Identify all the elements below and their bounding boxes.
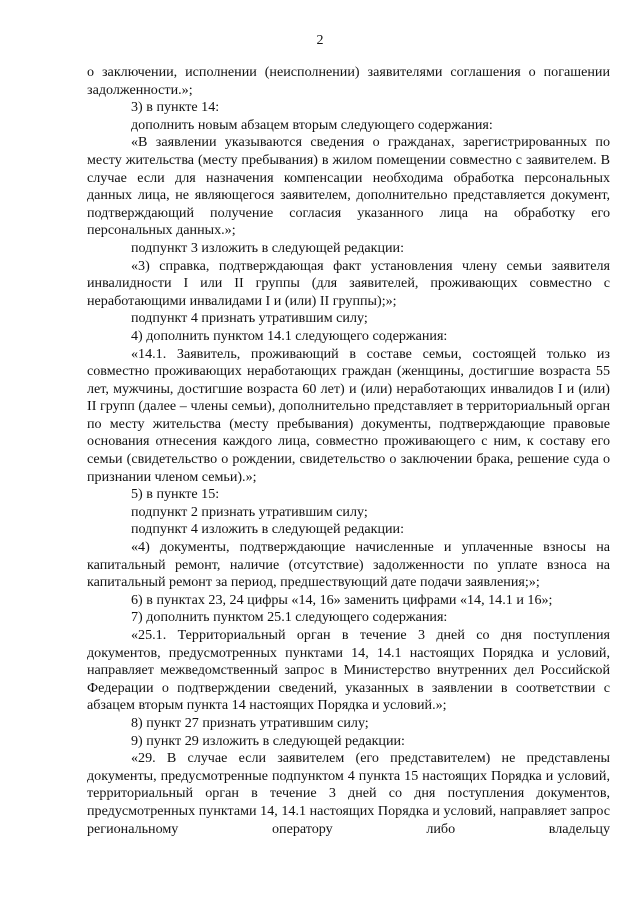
paragraph: 9) пункт 29 изложить в следующей редакции: (131, 732, 405, 749)
paragraph: «14.1. Заявитель, проживающий в составе семьи, состоящей только из совместно проживающих неработающих граждан (женщины, достигшие возраста 55 лет, мужчины, достигшие возраста 60 лет) и (или) неработающих инвалидов I и (или) II групп (далее – члены семьи), дополнительно представляет в территориальный орган по месту жительства (месту пребывания) документы, подтверждающие правовые основания отнесения каждого лица, совместно проживающего с ним, к составу его семьи (свидетельство о рождении, свидетельство о заключении брака, решение суда о признании членом семьи).»; (87, 345, 610, 485)
paragraph: подпункт 3 изложить в следующей редакции: (131, 239, 405, 256)
paragraph: 8) пункт 27 признать утратившим силу; (131, 714, 369, 731)
paragraph: «4) документы, подтверждающие начисленные и уплаченные взносы на капитальный ремонт, наличие (отсутствие) задолженности по уплате взноса на капитальный ремонт за период, предшествующий дате подачи заявления;»; (87, 539, 610, 591)
paragraph: 5) в пункте 15: (131, 486, 220, 503)
paragraph: подпункт 4 изложить в следующей редакции: (131, 521, 405, 538)
paragraph: «29. В случае если заявителем (его представителем) не представлены документы, предусмотренные подпунктом 4 пункта 15 настоящих Порядка и условий, территориальный орган в течение 3 дней со дня поступления документов, предусмотренных пунктами 14, 14.1 настоящих Порядка и условий, направляет запрос региональному оператору либо владельцу (87, 750, 610, 837)
paragraph: подпункт 4 признать утратившим силу; (131, 310, 368, 327)
paragraph: «3) справка, подтверждающая факт установления члену семьи заявителя инвалидности I или II группы (для заявителей, проживающих совместно с неработающими инвалидами I и (или) II группы);»; (87, 257, 610, 309)
paragraph: о заключении, исполнении (неисполнении) заявителями соглашения о погашении задолженности.»; (87, 64, 610, 98)
paragraph: 6) в пунктах 23, 24 цифры «14, 16» заменить цифрами «14, 14.1 и 16»; (131, 591, 553, 608)
paragraph: 4) дополнить пунктом 14.1 следующего содержания: (131, 327, 448, 344)
paragraph: «25.1. Территориальный орган в течение 3 дней со дня поступления документов, предусмотренных пунктами 14, 14.1 настоящих Порядка и условий, направляет межведомственный запрос в Министерство внутренних дел Российской Федерации о подтверждении сведений, указанных в заявлении в соответствии с абзацем вторым пункта 14 настоящих Порядка и условий.»; (87, 627, 610, 714)
paragraph: 3) в пункте 14: (131, 99, 220, 116)
paragraph: подпункт 2 признать утратившим силу; (131, 503, 368, 520)
paragraph: «В заявлении указываются сведения о гражданах, зарегистрированных по месту жительства (месту пребывания) в жилом помещении совместно с заявителем. В случае если для назначения компенсации необходима обработка персональных данных лица, не являющегося заявителем, дополнительно представляется документ, подтверждающий получение согласия указанного лица на обработку его персональных данных.»; (87, 134, 610, 239)
paragraph: дополнить новым абзацем вторым следующего содержания: (131, 116, 493, 133)
paragraph: 7) дополнить пунктом 25.1 следующего содержания: (131, 609, 448, 626)
document-body (87, 64, 610, 838)
page-number: 2 (316, 33, 324, 48)
